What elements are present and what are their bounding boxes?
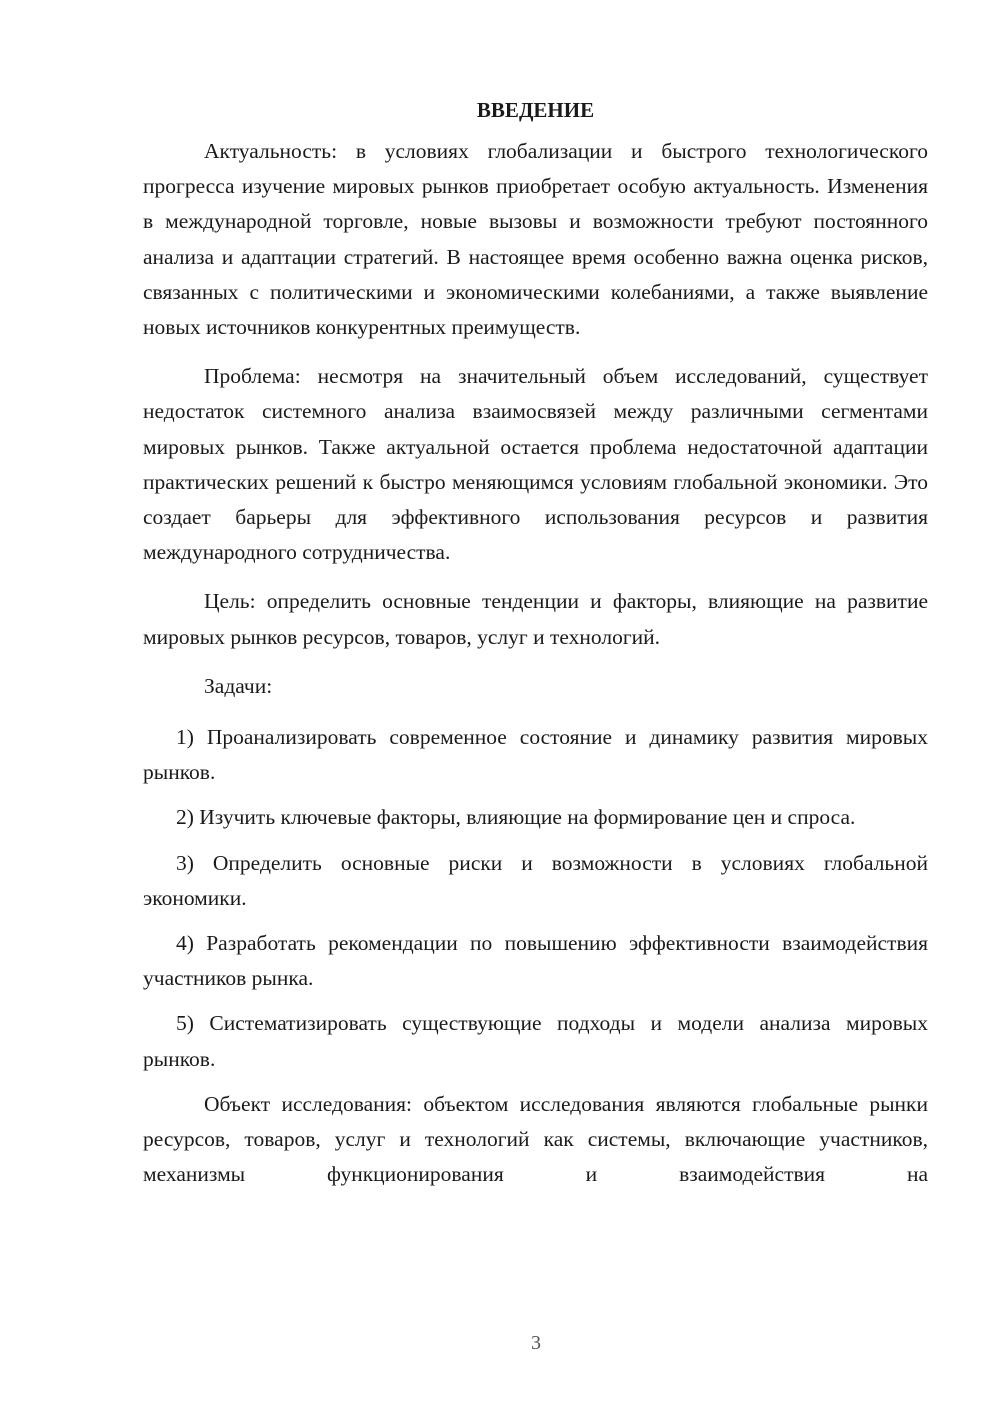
paragraph-object: Объект исследования: объектом исследования являются глобальные рынки ресурсов, товаров, услуг и технологий как системы, включающие участников, механизмы функционирования и взаимодействия на: [143, 1091, 928, 1187]
task-item-4: 4) Разработать рекомендации по повышению эффективности взаимодействия участников рынка.: [143, 931, 928, 991]
task-item-3: 3) Определить основные риски и возможности в условиях глобальной экономики.: [143, 850, 928, 910]
document-page: [143, 92, 928, 1192]
section-title: ВВЕДЕНИЕ: [476, 98, 595, 122]
paragraph-relevance: Актуальность: в условиях глобализации и быстрого технологического прогресса изучение мировых рынков приобретает особую актуальность. Изменения в международной торговле, новые вызовы и возможности требуют постоянного анализа и адаптации стратегий. В настоящее время особенно важна оценка рисков, связанных с политическими и экономическими колебаниями, а также выявление новых источников конкурентных преимуществ.: [143, 139, 928, 340]
paragraph-goal: Цель: определить основные тенденции и факторы, влияющие на развитие мировых рынков ресурсов, товаров, услуг и технологий.: [143, 589, 928, 649]
task-item-2: 2) Изучить ключевые факторы, влияющие на формирование цен и спроса.: [176, 805, 856, 830]
task-item-5: 5) Систематизировать существующие подходы и модели анализа мировых рынков.: [143, 1011, 928, 1071]
page-number: 3: [531, 1332, 541, 1354]
paragraph-problem: Проблема: несмотря на значительный объем исследований, существует недостаток системного анализа взаимосвязей между различными сегментами мировых рынков. Также актуальной остается проблема недостаточной адаптации практических решений к быстро меняющимся условиям глобальной экономики. Это создает барьеры для эффективного использования ресурсов и развития международного сотрудничества.: [143, 364, 928, 565]
task-item-1: 1) Проанализировать современное состояние и динамику развития мировых рынков.: [143, 725, 928, 785]
tasks-heading: Задачи:: [204, 673, 273, 698]
